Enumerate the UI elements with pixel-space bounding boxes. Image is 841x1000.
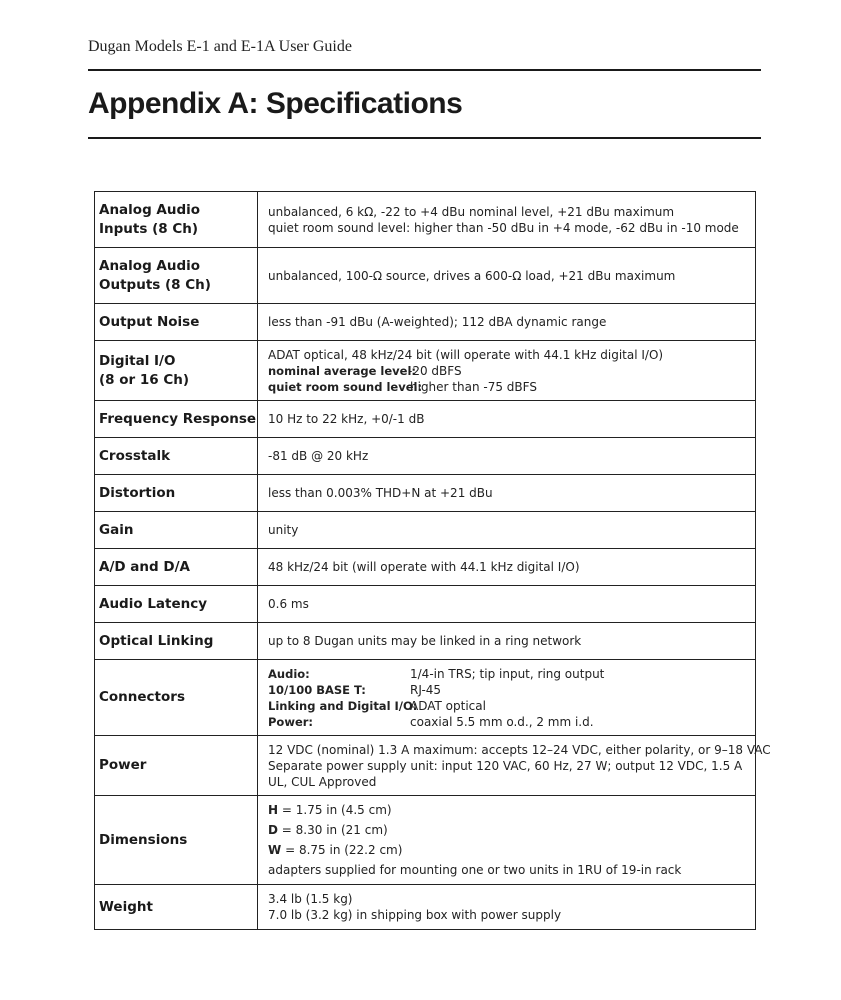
spec-row-ad-da xyxy=(95,549,756,586)
spec-row-analog-inputs xyxy=(95,192,756,248)
spec-row-gain xyxy=(95,512,756,549)
spec-label: Distortion xyxy=(95,475,258,512)
spec-label: Power xyxy=(95,736,258,796)
spec-row-connectors xyxy=(95,660,756,736)
spec-label: Crosstalk xyxy=(95,438,258,475)
spec-value: less than -91 dBu (A-weighted); 112 dBA dynamic range xyxy=(258,304,756,341)
spec-value: H = 1.75 in (4.5 cm) D = 8.30 in (21 cm) W = 8.75 in (22.2 cm) adapters supplied for mounting one or two units in 1RU of 19-in rack xyxy=(258,796,756,885)
spec-value: less than 0.003% THD+N at +21 dBu xyxy=(258,475,756,512)
spec-label: Audio Latency xyxy=(95,586,258,623)
spec-row-frequency-response xyxy=(95,401,756,438)
spec-row-weight xyxy=(95,885,756,930)
spec-value: Audio: 1/4-in TRS; tip input, ring output 10/100 BASE T: RJ-45 Linking and Digital I/O: ADAT optical Power: coaxial 5.5 mm o.d., 2 mm i.d. xyxy=(258,660,756,736)
spec-label: Analog Audio Inputs (8 Ch) xyxy=(95,192,258,248)
spec-value: 0.6 ms xyxy=(258,586,756,623)
spec-row-distortion xyxy=(95,475,756,512)
title-rule xyxy=(88,137,761,139)
page-title: Appendix A: Specifications xyxy=(88,87,463,120)
spec-row-audio-latency xyxy=(95,586,756,623)
spec-value: unbalanced, 100-Ω source, drives a 600-Ω load, +21 dBu maximum xyxy=(258,248,756,304)
spec-value: 10 Hz to 22 kHz, +0/-1 dB xyxy=(258,401,756,438)
spec-value: up to 8 Dugan units may be linked in a ring network xyxy=(258,623,756,660)
spec-value: unity xyxy=(258,512,756,549)
spec-label: Optical Linking xyxy=(95,623,258,660)
spec-label: Weight xyxy=(95,885,258,930)
spec-row-optical-linking xyxy=(95,623,756,660)
spec-row-analog-outputs xyxy=(95,248,756,304)
specifications-table xyxy=(94,191,771,930)
spec-label: Gain xyxy=(95,512,258,549)
spec-value: 48 kHz/24 bit (will operate with 44.1 kHz digital I/O) xyxy=(258,549,756,586)
spec-row-dimensions xyxy=(95,796,756,885)
spec-label: Output Noise xyxy=(95,304,258,341)
running-header: Dugan Models E-1 and E-1A User Guide xyxy=(88,38,352,55)
spec-value: 3.4 lb (1.5 kg) 7.0 lb (3.2 kg) in shipping box with power supply xyxy=(258,885,756,930)
spec-value: 12 VDC (nominal) 1.3 A maximum: accepts 12–24 VDC, either polarity, or 9–18 VAC Separate power supply unit: input 120 VAC, 60 Hz, 27 W; output 12 VDC, 1.5 A UL, CUL Approved xyxy=(258,736,756,796)
spec-label: Dimensions xyxy=(95,796,258,885)
spec-row-digital-io xyxy=(95,341,756,401)
spec-row-output-noise xyxy=(95,304,756,341)
spec-row-crosstalk xyxy=(95,438,756,475)
spec-value: -81 dB @ 20 kHz xyxy=(258,438,756,475)
spec-label: Analog Audio Outputs (8 Ch) xyxy=(95,248,258,304)
header-rule xyxy=(88,69,761,71)
spec-label: A/D and D/A xyxy=(95,549,258,586)
spec-row-power xyxy=(95,736,756,796)
spec-value: ADAT optical, 48 kHz/24 bit (will operate with 44.1 kHz digital I/O) nominal average level: -20 dBFS quiet room sound level: higher than -75 dBFS xyxy=(258,341,756,401)
spec-label: Connectors xyxy=(95,660,258,736)
spec-label: Frequency Response xyxy=(95,401,258,438)
spec-label: Digital I/O (8 or 16 Ch) xyxy=(95,341,258,401)
spec-value: unbalanced, 6 kΩ, -22 to +4 dBu nominal level, +21 dBu maximum quiet room sound level: higher than -50 dBu in +4 mode, -62 dBu in -10 mode xyxy=(258,192,756,248)
